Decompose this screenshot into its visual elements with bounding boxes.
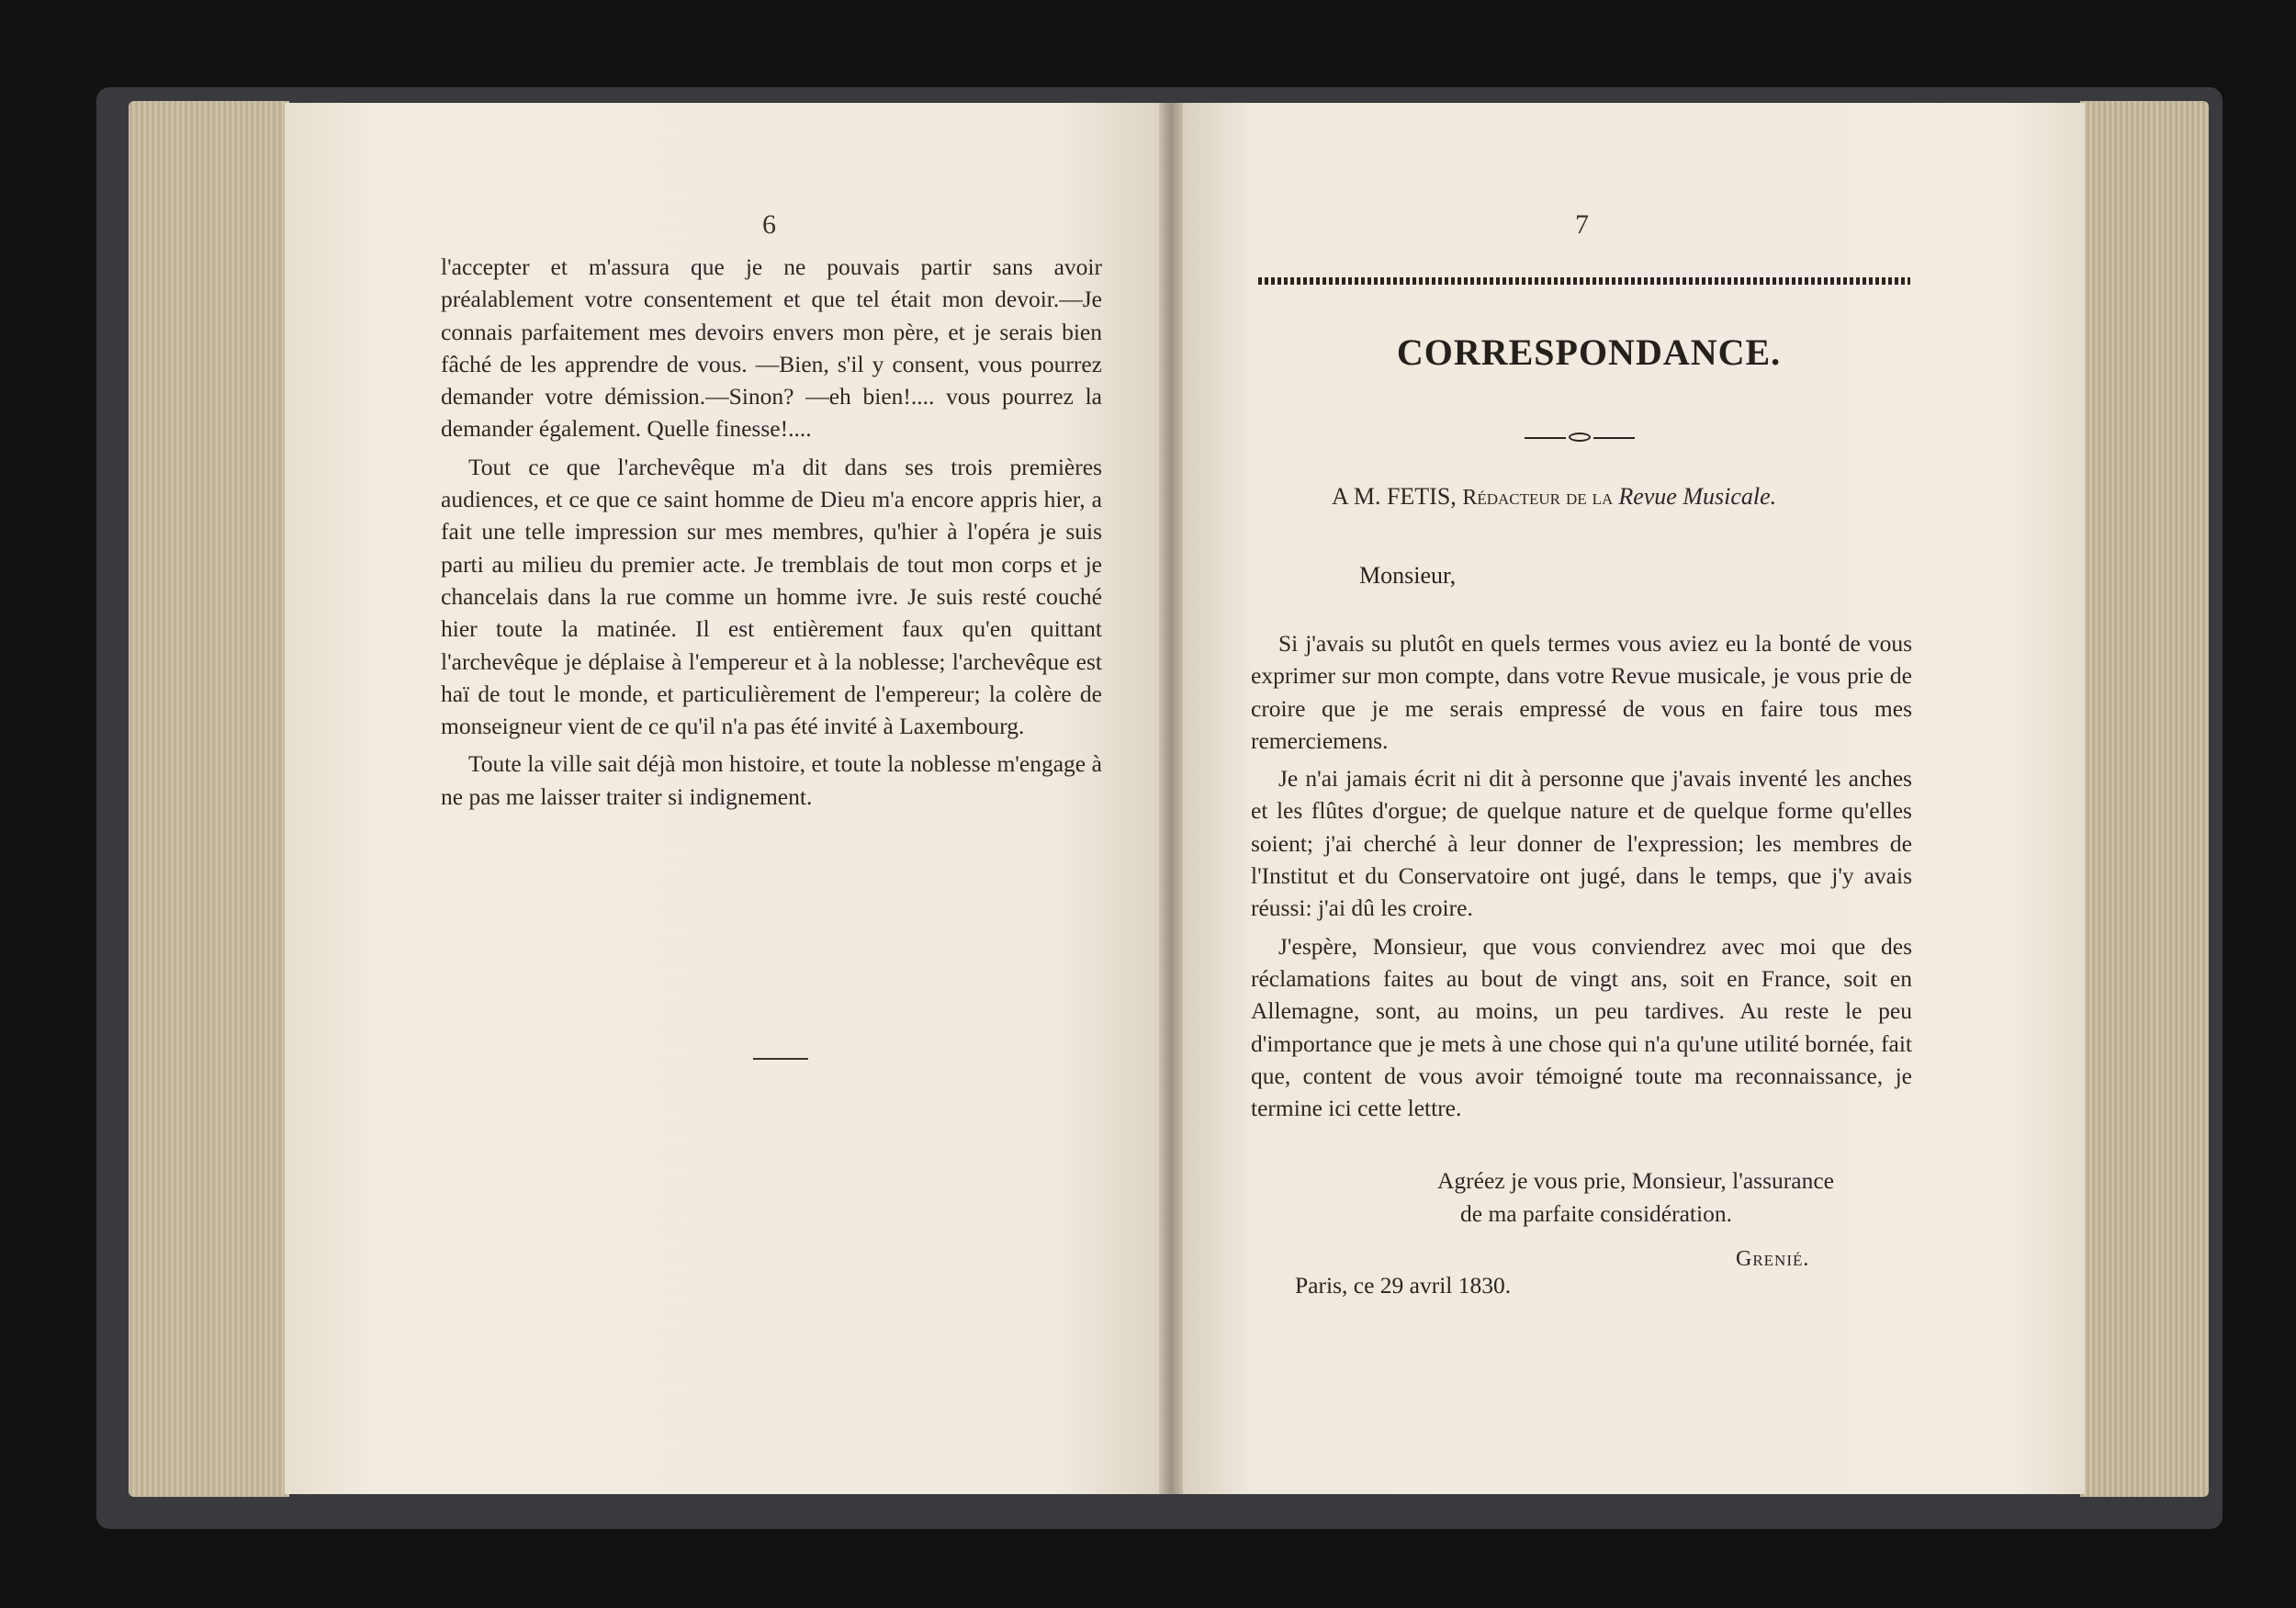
addressee-line: [1332, 483, 1776, 511]
section-heading: CORRESPONDANCE.: [1396, 332, 1782, 373]
salutation: Monsieur,: [1359, 562, 1457, 589]
paragraph: l'accepter et m'assura que je ne pouvais partir sans avoir préalablement votre consentement et que tel était mon devoir.—Je connais parfaitement mes devoirs envers mon père, et je serais bien fâché de les apprendre de vous. —Bien, s'il y consent, vous pourrez demander votre démission.—Sinon? —eh bien!.... vous pourrez la demander également. Quelle finesse!....: [441, 253, 1102, 443]
paragraph: Si j'avais su plutôt en quels termes vous aviez eu la bonté de vous exprimer sur mon compte, dans votre Revue musicale, je vous prie de croire que je me serais empressé de vous en faire tous mes remerciemens.: [1251, 630, 1912, 754]
signature: Grenié.: [1736, 1247, 1810, 1271]
addressee-name: A M. FETIS,: [1332, 483, 1463, 510]
dateline: Paris, ce 29 avril 1830.: [1295, 1272, 1512, 1299]
page-edges-right: [2080, 101, 2209, 1497]
paragraph: Toute la ville sait déjà mon histoire, et toute la noblesse m'engage à ne pas me laisser traiter si indignement.: [441, 750, 1102, 810]
journal-name: Revue Musicale.: [1618, 483, 1777, 510]
paragraph: J'espère, Monsieur, que vous conviendrez avec moi que des réclamations faites au bout de vingt ans, soit en France, soit en Allemagne, sont, au moins, un peu tardives. Au reste le peu d'importance que je mets à une chose qui n'a qu'une utilité bornée, fait que, content de vous avoir témoigné toute ma reconnaissance, je termine ici cette lettre.: [1251, 932, 1912, 1122]
page-number-right: 7: [1575, 209, 1589, 240]
dotted-rule: [1258, 277, 1910, 285]
paragraph: Tout ce que l'archevêque m'a dit dans ses trois premières audiences, et ce que ce saint homme de Dieu m'a encore appris hier, a fait une telle impression sur mes membres, qu'hier à l'opéra je suis parti au milieu du premier acte. Je tremblais de tout mon corps et je chancelais dans la rue comme un homme ivre. Je suis resté couché hier toute la matinée. Il est entièrement faux qu'en quittant l'archevêque je déplaise à l'empereur et à la noblesse; l'archevêque est haï de tout le monde, et particulièrement de l'empereur; la colère de monseigneur vient de ce qu'il n'a pas été invité à Laxembourg.: [441, 453, 1102, 740]
addressee-title: Rédacteur de la: [1462, 486, 1619, 510]
page-edges-left: [129, 101, 289, 1497]
right-page-body: [1251, 627, 1912, 1124]
page-number-left: 6: [762, 209, 776, 240]
flourish-ornament: [1525, 432, 1635, 444]
left-page-body: [441, 251, 1102, 813]
book-gutter: [1159, 103, 1183, 1494]
closing-line-1: Agréez je vous prie, Monsieur, l'assurance: [1437, 1167, 1834, 1194]
closing-line-2: de ma parfaite considération.: [1460, 1200, 1732, 1227]
paragraph: Je n'ai jamais écrit ni dit à personne que j'avais inventé les anches et les flûtes d'orgue; de quelque nature et de quelque forme qu'elles soient; j'ai cherché à leur donner de l'expression; les membres de l'Institut et du Conservatoire ont jugé, dans le temps, que j'y avais réussi: j'ai dû les croire.: [1251, 765, 1912, 922]
end-rule: [753, 1058, 808, 1060]
